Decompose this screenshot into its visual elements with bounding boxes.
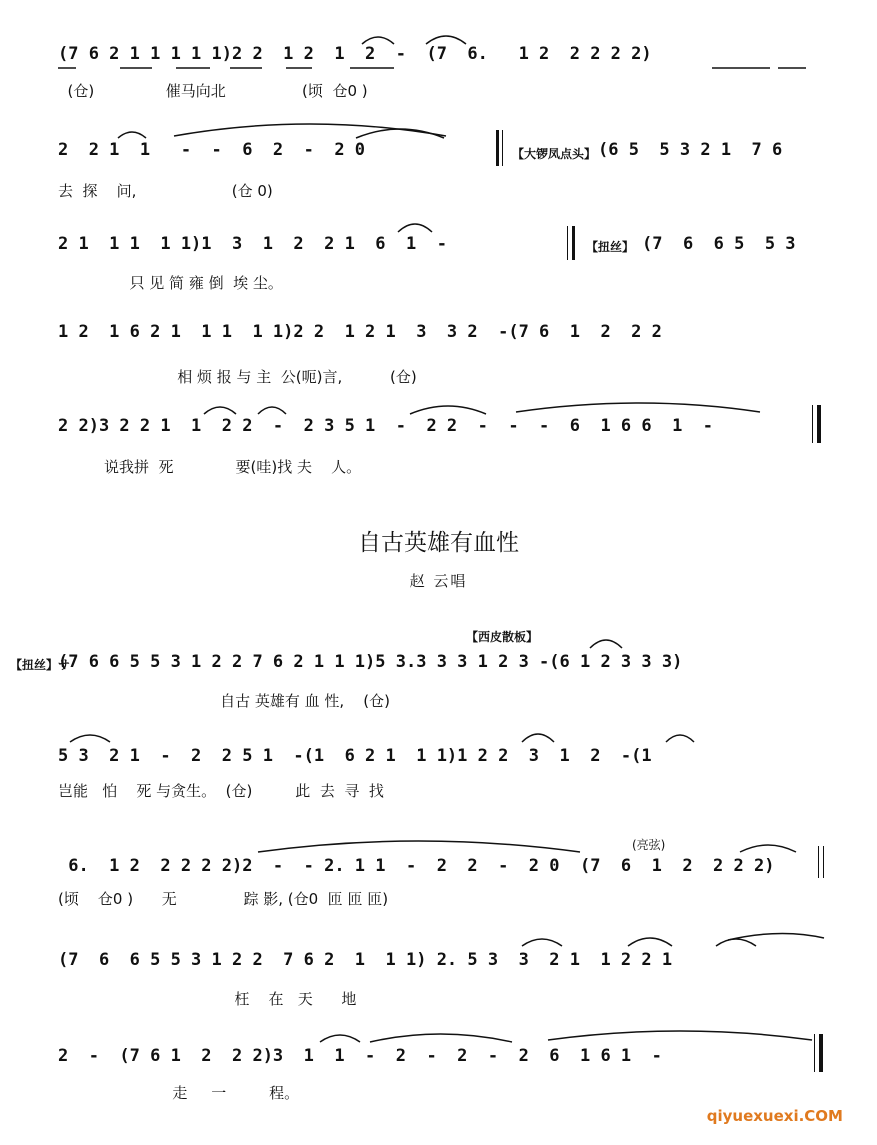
song-singer: 赵 云唱 <box>409 572 468 590</box>
tempo-label: 【西皮散板】 <box>466 630 539 644</box>
score-row-6-marker: 【扭丝】サ <box>10 658 71 672</box>
score-row-9-lyrics: 枉 在 天 地 <box>58 990 357 1008</box>
score-row-2-marker: 【大锣凤点头】 <box>512 147 597 161</box>
score-row-3-marker: 【扭丝】 <box>586 240 635 254</box>
score-row-5-lyrics: 说我拼 死 要(哇)找 夫 人。 <box>104 458 362 476</box>
score-row-10-notes: 2 - (7 6 1 2 2 2)3 1 1 - 2 - 2 - 2 6 1 6 1 - <box>58 1046 662 1066</box>
score-row-2-lyrics: 去 探 问, (仓 0) <box>58 182 273 200</box>
score-row-5-notes: 2 2)3 2 2 1 1 2 2 - 2 3 5 1 - 2 2 - - - 6 1 6 6 1 - <box>58 416 714 436</box>
score-row-9-notes: (7 6 6 5 5 3 1 2 2 7 6 2 1 1 1) 2. 5 3 3 2 1 1 2 2 1 <box>58 950 673 970</box>
score-row-1-lyrics: (仓) 催马向北 (顷 仓0 ) <box>58 82 368 100</box>
score-row-10-lyrics: 走 一 程。 <box>58 1084 300 1102</box>
score-row-1-notes: (7 6 2 1 1 1 1 1)2 2 1 2 1 2 - (7 6. 1 2 2 2 2 2) <box>58 44 652 64</box>
score-row-3-notes: 2 1 1 1 1 1)1 3 1 2 2 1 6 1 - <box>58 234 447 254</box>
score-row-8-lyrics: (顷 仓0 ) 无 踪 影, (仓0 匝 匝 匝) <box>58 890 389 908</box>
score-row-3-notes-b: (7 6 6 5 5 3 <box>642 234 796 254</box>
liangxian-label: (亮弦) <box>632 838 666 852</box>
site-watermark: qiyuexuexi.COM <box>706 1107 843 1125</box>
score-row-2-notes-b: (6 5 5 3 2 1 7 6 <box>598 140 783 160</box>
score-row-3-lyrics: 只 见 简 雍 倒 埃 尘。 <box>58 274 283 292</box>
score-row-7-notes: 5 3 2 1 - 2 2 5 1 -(1 6 2 1 1 1)1 2 2 3 1 2 -(1 <box>58 746 652 766</box>
score-row-6-notes: (7 6 6 5 5 3 1 2 2 7 6 2 1 1 1)5 3.3 3 3 1 2 3 -(6 1 2 3 3 3) <box>58 652 683 672</box>
score-row-6-lyrics: 自古 英雄有 血 性, (仓) <box>58 692 390 710</box>
score-row-4-lyrics: 相 烦 报 与 主 公(呃)言, (仓) <box>58 368 417 386</box>
score-row-2-notes: 2 2 1 1 - - 6 2 - 2 0 <box>58 140 366 160</box>
score-row-8-notes: 6. 1 2 2 2 2 2)2 - - 2. 1 1 - 2 2 - 2 0 (7 6 1 2 2 2 2) <box>58 856 775 876</box>
score-row-4-notes: 1 2 1 6 2 1 1 1 1 1)2 2 1 2 1 3 3 2 -(7 6 1 2 2 2 <box>58 322 662 342</box>
score-row-7-lyrics: 岂能 怕 死 与贪生。 (仓) 此 去 寻 找 <box>58 782 384 800</box>
song-title: 自古英雄有血性 <box>358 530 519 556</box>
